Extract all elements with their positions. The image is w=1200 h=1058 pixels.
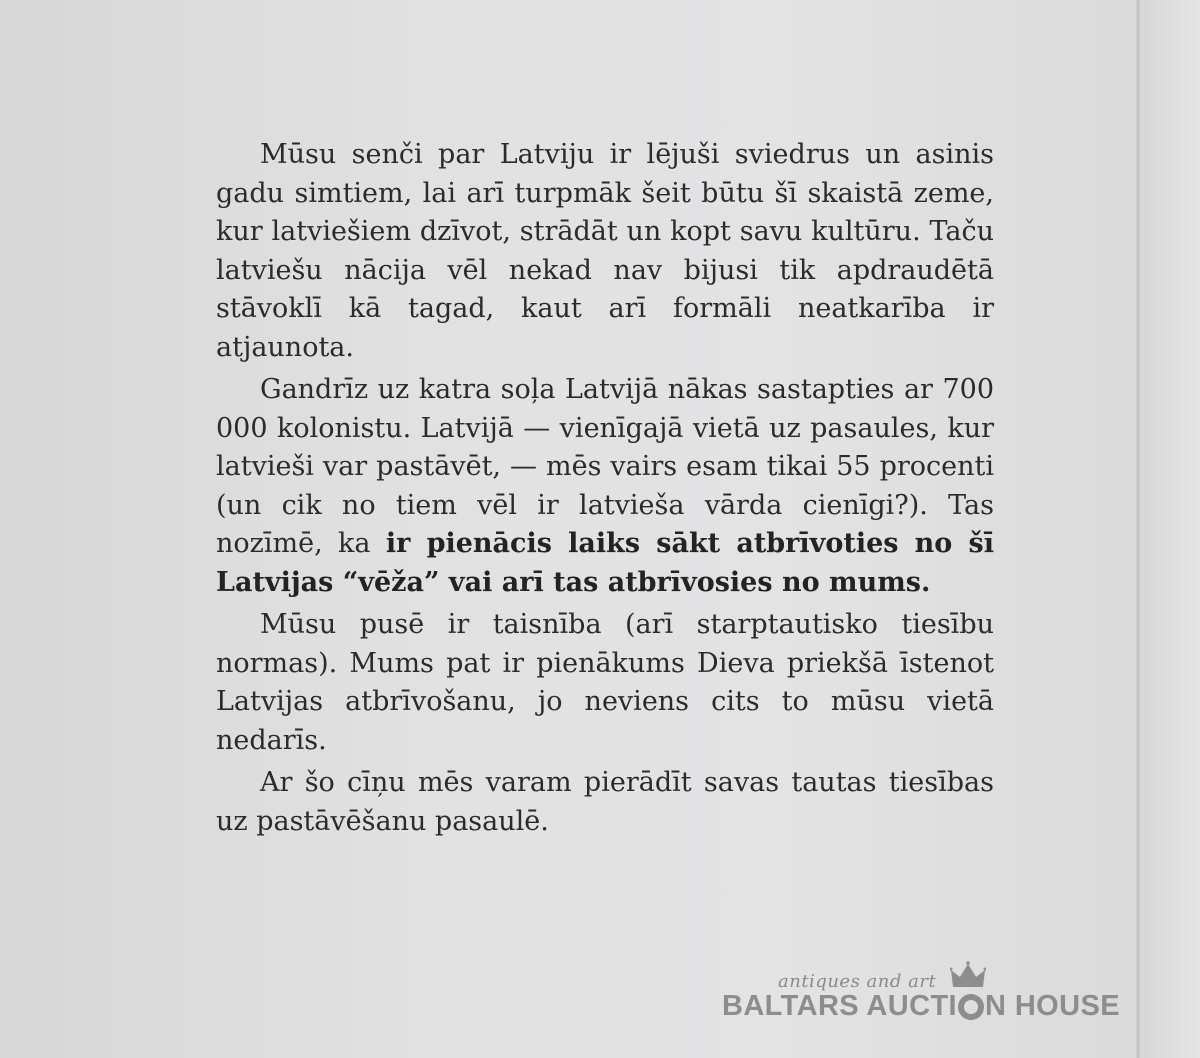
- paragraph-4-text: Ar šo cīņu mēs varam pierādīt savas tautas tiesības uz pastāvēšanu pasaulē.: [216, 767, 994, 837]
- auction-ring-icon: [958, 994, 984, 1020]
- watermark-name-part2: N HOUSE: [985, 990, 1120, 1022]
- paragraph-3: [216, 606, 994, 760]
- paragraph-2-bold-text: ir pienācis laiks sākt atbrīvoties no šī Latvijas “vēža” vai arī tas atbrīvosies no mums.: [216, 528, 994, 598]
- paragraph-4: [216, 764, 994, 841]
- watermark-name-part1: BALTARS AUCTI: [722, 990, 958, 1022]
- paragraph-1: [216, 136, 994, 367]
- paragraph-2-text: Gandrīz uz katra soļa Latvijā nākas sastapties ar 700 000 kolonistu. Latvijā — vienīgajā vietā uz pasaules, kur latvieši var pastāvēt, — mēs vairs esam tikai 55 procenti (un cik no tiem vēl ir latvieša vārda cienīgi?). Tas nozīmē, ka: [216, 374, 994, 559]
- paragraph-3-text: Mūsu pusē ir taisnība (arī starptautisko tiesību normas). Mums pat ir pienākums Dieva priekšā īstenot Latvijas atbrīvošanu, jo neviens cits to mūsu vietā nedarīs.: [216, 609, 994, 756]
- auction-house-watermark: [722, 962, 1118, 1042]
- body-text: [216, 136, 994, 845]
- next-page-strip: [1140, 0, 1200, 1058]
- watermark-tagline: antiques and art: [778, 971, 937, 992]
- paragraph-2: [216, 371, 994, 602]
- paragraph-1-text: Mūsu senči par Latviju ir lējuši sviedrus un asinis gadu simtiem, lai arī turpmāk šeit būtu šī skaistā zeme, kur latviešiem dzīvot, strādāt un kopt savu kultūru. Taču latviešu nācija vēl nekad nav bijusi tik apdraudētā stāvoklī kā tagad, kaut arī formāli neatkarība ir atjaunota.: [216, 139, 994, 363]
- watermark-name: [722, 990, 1120, 1023]
